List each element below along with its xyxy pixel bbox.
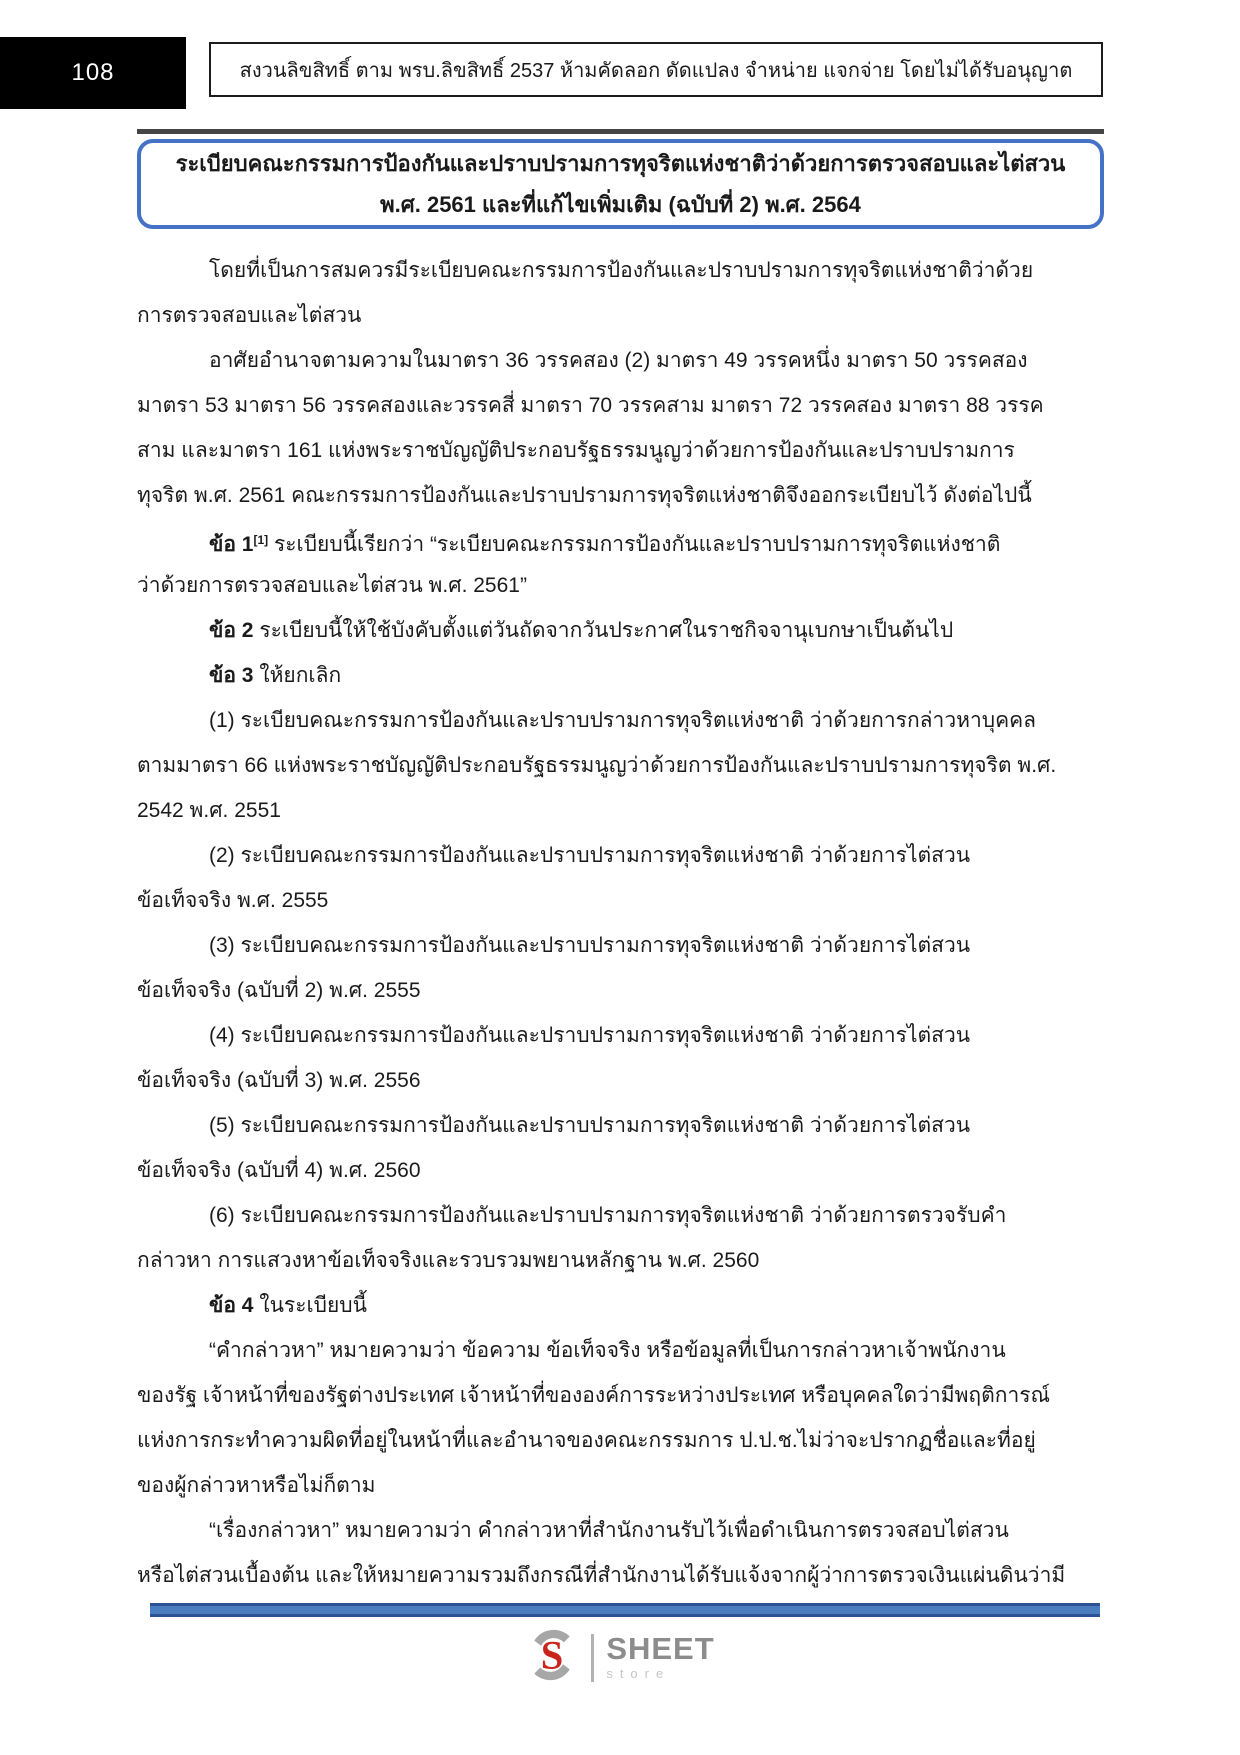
logo-texts xyxy=(606,1630,715,1682)
footer-divider-bar xyxy=(150,1603,1100,1617)
text-line xyxy=(137,1328,1107,1373)
title-line-2: พ.ศ. 2561 และที่แก้ไขเพิ่มเติม (ฉบับที่ 2) พ.ศ. 2564 xyxy=(380,192,861,217)
clause-keyword: ข้อ 1 xyxy=(209,533,254,556)
line-text: (6) ระเบียบคณะกรรมการป้องกันและปราบปรามการทุจริตแห่งชาติ ว่าด้วยการตรวจรับคำ xyxy=(209,1204,1007,1227)
line-text: กล่าวหา การแสวงหาข้อเท็จจริงและรวบรวมพยานหลักฐาน พ.ศ. 2560 xyxy=(137,1249,760,1272)
svg-text:S: S xyxy=(541,1632,564,1678)
text-line xyxy=(137,1103,1107,1148)
text-line xyxy=(137,1013,1107,1058)
line-text: ข้อเท็จจริง พ.ศ. 2555 xyxy=(137,889,329,912)
line-text: ว่าด้วยการตรวจสอบและไต่สวน พ.ศ. 2561” xyxy=(137,574,527,597)
copyright-notice: สงวนลิขสิทธิ์ ตาม พรบ.ลิขสิทธิ์ 2537 ห้ามคัดลอก ดัดแปลง จำหน่าย แจกจ่าย โดยไม่ได้รับอนุญาต xyxy=(239,59,1073,82)
text-line xyxy=(137,1508,1107,1553)
line-text: ระเบียบนี้เรียกว่า “ระเบียบคณะกรรมการป้องกันและปราบปรามการทุจริตแห่งชาติ xyxy=(268,533,1001,556)
line-text: ข้อเท็จจริง (ฉบับที่ 2) พ.ศ. 2555 xyxy=(137,979,421,1002)
line-text: ตามมาตรา 66 แห่งพระราชบัญญัติประกอบรัฐธรรมนูญว่าด้วยการป้องกันและปราบปรามการทุจริต พ.ศ. xyxy=(137,754,1057,777)
text-line xyxy=(137,563,1107,608)
line-text: 2542 พ.ศ. 2551 xyxy=(137,799,281,822)
clause-keyword: ข้อ 4 xyxy=(209,1294,254,1317)
text-line xyxy=(137,968,1107,1013)
line-text: การตรวจสอบและไต่สวน xyxy=(137,304,362,327)
text-line xyxy=(137,293,1107,338)
document-body xyxy=(137,248,1107,1598)
text-line xyxy=(137,248,1107,293)
text-line xyxy=(137,1463,1107,1508)
top-divider-rule xyxy=(137,129,1104,134)
text-line xyxy=(137,923,1107,968)
text-line xyxy=(137,788,1107,833)
title-line-1: ระเบียบคณะกรรมการป้องกันและปราบปรามการทุจริตแห่งชาติว่าด้วยการตรวจสอบและไต่สวน xyxy=(175,151,1066,176)
line-text: ระเบียบนี้ให้ใช้บังคับตั้งแต่วันถัดจากวันประกาศในราชกิจจานุเบกษาเป็นต้นไป xyxy=(253,619,954,642)
text-line xyxy=(137,1238,1107,1283)
text-line xyxy=(137,1373,1107,1418)
line-text: ข้อเท็จจริง (ฉบับที่ 4) พ.ศ. 2560 xyxy=(137,1159,421,1182)
logo-divider xyxy=(591,1634,594,1682)
text-line xyxy=(137,608,1107,653)
line-text: (3) ระเบียบคณะกรรมการป้องกันและปราบปรามการทุจริตแห่งชาติ ว่าด้วยการไต่สวน xyxy=(209,934,971,957)
footnote-marker: [1] xyxy=(253,533,269,547)
line-text: โดยที่เป็นการสมควรมีระเบียบคณะกรรมการป้องกันและปราบปรามการทุจริตแห่งชาติว่าด้วย xyxy=(209,259,1034,282)
page-number-box xyxy=(0,37,186,109)
text-line xyxy=(137,1283,1107,1328)
sheet-store-logo xyxy=(0,1626,1240,1689)
text-line xyxy=(137,518,1107,563)
line-text: อาศัยอำนาจตามความในมาตรา 36 วรรคสอง (2) มาตรา 49 วรรคหนึ่ง มาตรา 50 วรรคสอง xyxy=(209,349,1028,372)
line-text: สาม และมาตรา 161 แห่งพระราชบัญญัติประกอบรัฐธรรมนูญว่าด้วยการป้องกันและปราบปรามการ xyxy=(137,439,1015,462)
line-text: ของรัฐ เจ้าหน้าที่ของรัฐต่างประเทศ เจ้าหน้าที่ขององค์การระหว่างประเทศ หรือบุคคลใดว่ามีพฤติการณ์ xyxy=(137,1384,1051,1407)
line-text: มาตรา 53 มาตรา 56 วรรคสองและวรรคสี่ มาตรา 70 วรรคสาม มาตรา 72 วรรคสอง มาตรา 88 วรรค xyxy=(137,394,1044,417)
clause-keyword: ข้อ 2 xyxy=(209,619,254,642)
line-text: ของผู้กล่าวหาหรือไม่ก็ตาม xyxy=(137,1474,376,1497)
text-line xyxy=(137,698,1107,743)
line-text: หรือไต่สวนเบื้องต้น และให้หมายความรวมถึงกรณีที่สำนักงานได้รับแจ้งจากผู้ว่าการตรวจเงินแผ่นดินว่ามี xyxy=(137,1564,1066,1587)
line-text: ข้อเท็จจริง (ฉบับที่ 3) พ.ศ. 2556 xyxy=(137,1069,421,1092)
text-line xyxy=(137,653,1107,698)
copyright-box xyxy=(209,42,1103,97)
text-line xyxy=(137,428,1107,473)
sheet-store-s-icon xyxy=(525,1626,579,1689)
text-line xyxy=(137,1193,1107,1238)
line-text: ให้ยกเลิก xyxy=(253,664,342,687)
logo-text: SHEET xyxy=(606,1630,715,1666)
line-text: (1) ระเบียบคณะกรรมการป้องกันและปราบปรามการทุจริตแห่งชาติ ว่าด้วยการกล่าวหาบุคคล xyxy=(209,709,1037,732)
line-text: (4) ระเบียบคณะกรรมการป้องกันและปราบปรามการทุจริตแห่งชาติ ว่าด้วยการไต่สวน xyxy=(209,1024,971,1047)
text-line xyxy=(137,383,1107,428)
text-line xyxy=(137,1553,1107,1598)
text-line xyxy=(137,878,1107,923)
line-text: (5) ระเบียบคณะกรรมการป้องกันและปราบปรามการทุจริตแห่งชาติ ว่าด้วยการไต่สวน xyxy=(209,1114,971,1137)
line-text: “คำกล่าวหา” หมายความว่า ข้อความ ข้อเท็จจริง หรือข้อมูลที่เป็นการกล่าวหาเจ้าพนักงาน xyxy=(209,1339,1006,1362)
page-number: 108 xyxy=(71,59,115,86)
line-text: (2) ระเบียบคณะกรรมการป้องกันและปราบปรามการทุจริตแห่งชาติ ว่าด้วยการไต่สวน xyxy=(209,844,971,867)
text-line xyxy=(137,1058,1107,1103)
line-text: แห่งการกระทำความผิดที่อยู่ในหน้าที่และอำนาจของคณะกรรมการ ป.ป.ช.ไม่ว่าจะปรากฏชื่อและที่อยู่ xyxy=(137,1429,1036,1452)
text-line xyxy=(137,743,1107,788)
logo-subtext: store xyxy=(606,1665,671,1681)
line-text: “เรื่องกล่าวหา” หมายความว่า คำกล่าวหาที่สำนักงานรับไว้เพื่อดำเนินการตรวจสอบไต่สวน xyxy=(209,1519,1009,1542)
clause-keyword: ข้อ 3 xyxy=(209,664,254,687)
text-line xyxy=(137,1148,1107,1193)
document-title-box xyxy=(137,139,1104,229)
text-line xyxy=(137,1418,1107,1463)
line-text: ในระเบียบนี้ xyxy=(253,1294,367,1317)
text-line xyxy=(137,833,1107,878)
text-line xyxy=(137,338,1107,383)
line-text: ทุจริต พ.ศ. 2561 คณะกรรมการป้องกันและปราบปรามการทุจริตแห่งชาติจึงออกระเบียบไว้ ดังต่อไปนี้ xyxy=(137,484,1032,507)
text-line xyxy=(137,473,1107,518)
